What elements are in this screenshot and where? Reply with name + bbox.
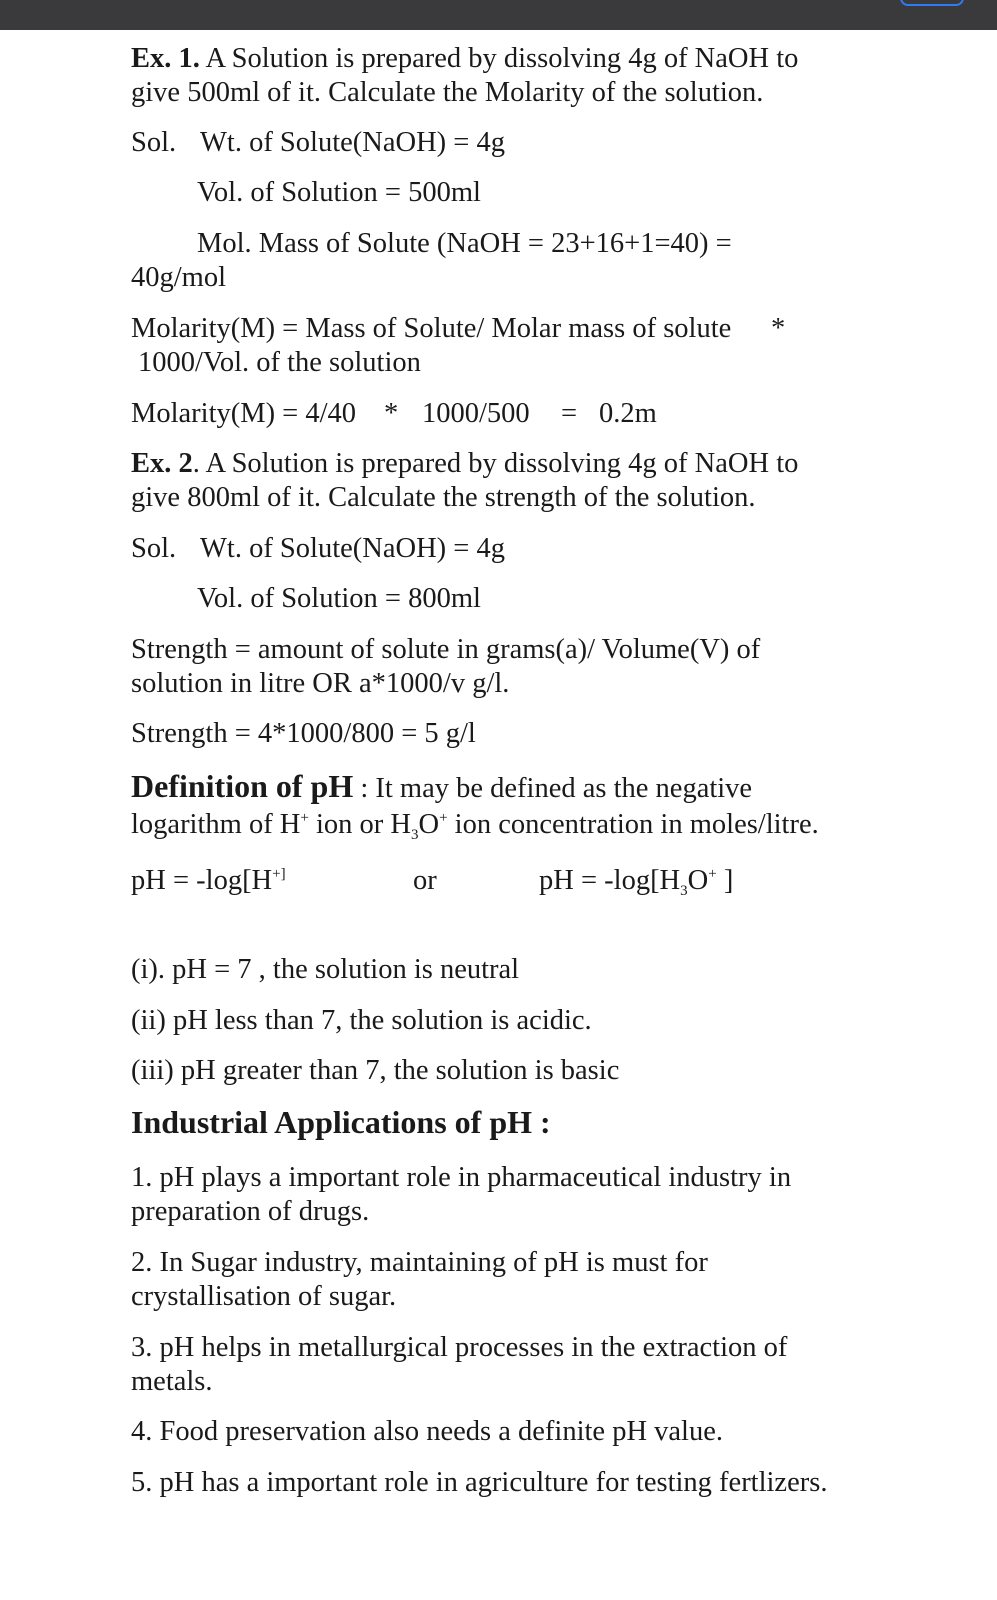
eq2-sub: 3 bbox=[680, 883, 688, 899]
ph-definition-line2 bbox=[131, 808, 819, 842]
ex2-label: Ex. 2 bbox=[131, 448, 193, 479]
ex2-strength-calc: Strength = 4*1000/800 = 5 g/l bbox=[131, 718, 476, 749]
industrial-item-2-line1: 2. In Sugar industry, maintaining of pH is must for bbox=[131, 1247, 708, 1278]
eq2-text-c: ] bbox=[716, 865, 734, 896]
ex1-sol-label: Sol. bbox=[131, 127, 177, 158]
def-text-c: O bbox=[418, 809, 440, 840]
ex1-question-line1 bbox=[131, 42, 798, 76]
def-text-d: ion concentration in moles/litre. bbox=[447, 809, 819, 840]
industrial-item-2-line2: crystallisation of sugar. bbox=[131, 1281, 397, 1312]
ph-equation-1 bbox=[131, 864, 286, 898]
ph-case-neutral: (i). pH = 7 , the solution is neutral bbox=[131, 954, 520, 985]
ex1-label: Ex. 1. bbox=[131, 43, 200, 74]
ex2-sol-label: Sol. bbox=[131, 533, 177, 564]
industrial-item-5: 5. pH has a important role in agriculture for testing fertlizers. bbox=[131, 1467, 828, 1498]
ex1-formula-line1: Molarity(M) = Mass of Solute/ Molar mass of solute bbox=[131, 313, 732, 344]
ph-case-basic: (iii) pH greater than 7, the solution is basic bbox=[131, 1055, 620, 1086]
ex2-volume: Vol. of Solution = 800ml bbox=[197, 583, 481, 614]
def-sup-2: + bbox=[439, 810, 448, 826]
ph-definition-line1 bbox=[131, 769, 752, 806]
ph-definition-text: : It may be defined as the negative bbox=[353, 773, 753, 804]
top-bar bbox=[0, 0, 997, 30]
status-pill bbox=[900, 0, 964, 6]
eq2-text-a: pH = -log[H bbox=[539, 865, 681, 896]
industrial-title: Industrial Applications of pH : bbox=[131, 1104, 551, 1140]
ex2-question-text: . A Solution is prepared by dissolving 4g of NaOH to bbox=[192, 448, 799, 479]
industrial-item-3-line1: 3. pH helps in metallurgical processes in the extraction of bbox=[131, 1332, 788, 1363]
ex1-weight: Wt. of Solute(NaOH) = 4g bbox=[200, 127, 505, 158]
ex2-question-line2: give 800ml of it. Calculate the strength of the solution. bbox=[131, 482, 756, 513]
ex1-calc-left: Molarity(M) = 4/40 bbox=[131, 398, 357, 429]
def-sub: 3 bbox=[410, 827, 419, 843]
ex2-weight: Wt. of Solute(NaOH) = 4g bbox=[200, 533, 505, 564]
ph-definition-title: Definition of pH bbox=[131, 768, 354, 804]
ex1-volume: Vol. of Solution = 500ml bbox=[197, 177, 481, 208]
def-sup-1: + bbox=[300, 810, 309, 826]
ex1-formula-line2: 1000/Vol. of the solution bbox=[138, 347, 421, 378]
ex1-molmass-line1: Mol. Mass of Solute (NaOH = 23+16+1=40) = bbox=[197, 228, 732, 259]
def-text-b: ion or H bbox=[308, 809, 411, 840]
ex1-calc-result: 0.2m bbox=[599, 398, 657, 429]
ex1-question-line2: give 500ml of it. Calculate the Molarity of the solution. bbox=[131, 77, 764, 108]
industrial-item-4: 4. Food preservation also needs a definite pH value. bbox=[131, 1416, 724, 1447]
ex1-molmass-line2: 40g/mol bbox=[131, 262, 227, 293]
eq1-text: pH = -log[H bbox=[131, 865, 273, 896]
ph-equation-or: or bbox=[413, 865, 437, 896]
ex1-calc-equals: = bbox=[561, 398, 578, 429]
eq2-sup: + bbox=[708, 866, 717, 882]
industrial-item-1-line1: 1. pH plays a important role in pharmaceutical industry in bbox=[131, 1162, 792, 1193]
industrial-item-3-line2: metals. bbox=[131, 1366, 213, 1397]
def-text-a: logarithm of H bbox=[131, 809, 301, 840]
industrial-item-1-line2: preparation of drugs. bbox=[131, 1196, 370, 1227]
ex2-strength-line1: Strength = amount of solute in grams(a)/ Volume(V) of bbox=[131, 634, 761, 665]
ex1-calc-star: * bbox=[384, 398, 399, 429]
ph-equation-2 bbox=[539, 864, 733, 898]
ex1-formula-star: * bbox=[771, 313, 786, 344]
ex2-strength-line2: solution in litre OR a*1000/v g/l. bbox=[131, 668, 510, 699]
eq2-text-b: O bbox=[687, 865, 709, 896]
eq1-sup: +] bbox=[272, 866, 286, 882]
ex1-question-text: A Solution is prepared by dissolving 4g of NaOH to bbox=[205, 43, 799, 74]
ex2-question-line1 bbox=[131, 447, 798, 481]
ex1-calc-divisor: 1000/500 bbox=[422, 398, 530, 429]
ph-case-acidic: (ii) pH less than 7, the solution is acidic. bbox=[131, 1005, 592, 1036]
